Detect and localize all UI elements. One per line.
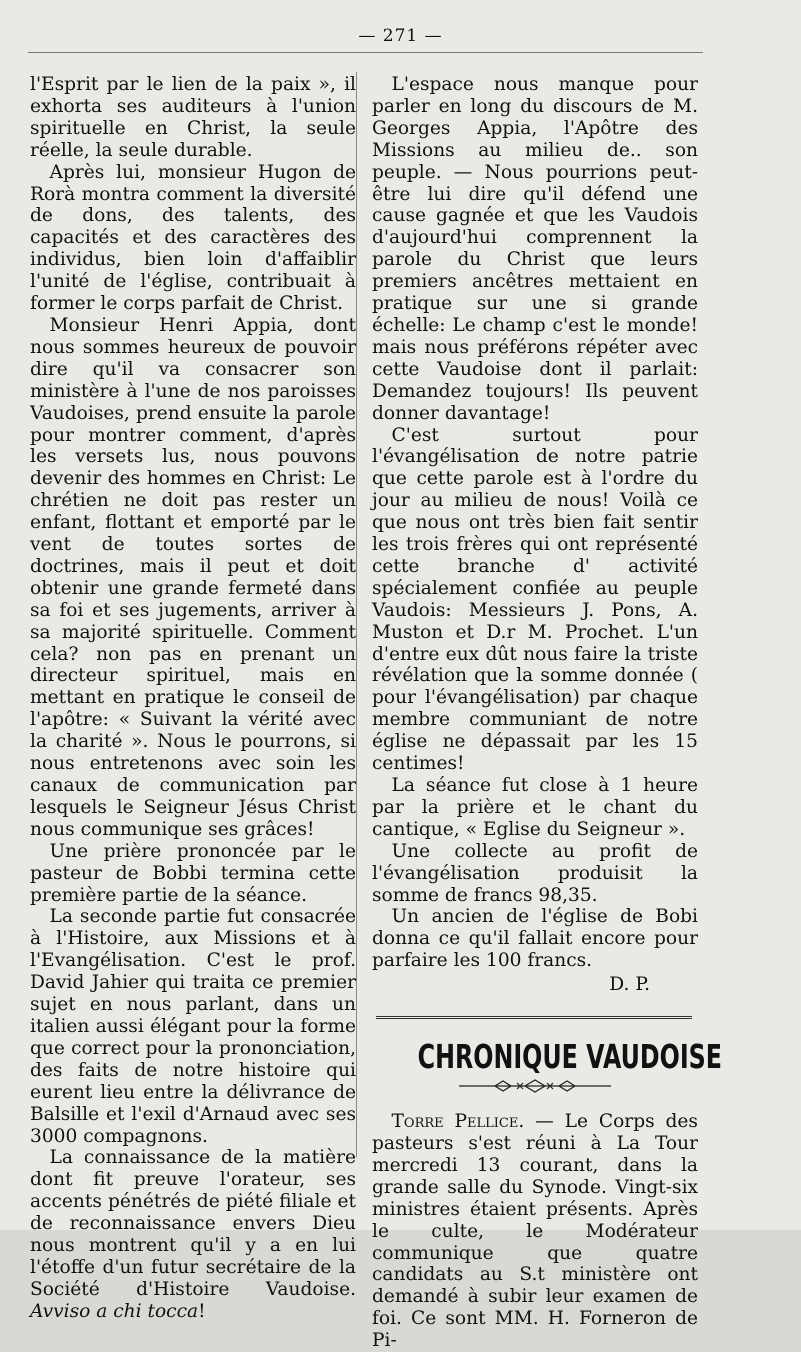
paragraph-end: ! [198, 1300, 206, 1322]
signature: D. P. [609, 974, 650, 996]
page-number: — 271 — [358, 26, 443, 46]
paragraph: l'Esprit par le lien de la paix », il exhorta ses auditeurs à l'union spirituelle en Christ, la seule réelle, la seule durable. [30, 74, 356, 161]
paragraph-last [30, 1147, 356, 1322]
chronique-text: — Le Corps des pasteurs s'est réuni à La Tour mercredi 13 courant, dans la grande salle du Synode. Vingt-six ministres étaient présents. Après le culte, le Modérateur communique que quatre candidats au S.t ministère ont demandé à subir leur examen de foi. Ce sont MM. H. Forneron de Pi- [372, 1111, 698, 1352]
paragraph: La seconde partie fut consacrée à l'Histoire, aux Missions et à l'Evangélisation. C'est le prof. David Jahier qui traita ce premier sujet en nous parlant, dans un italien aussi élégant pour la forme que correct pour la prononciation, des faits de notre histoire qui eurent lieu entre la délivrance de Balsille et l'exil d'Arnaud avec ses 3000 compagnons. [30, 906, 356, 1147]
chronique-paragraph [372, 1111, 698, 1352]
paragraph: Monsieur Henri Appia, dont nous sommes heureux de pouvoir dire qu'il va consacrer son ministère à l'une de nos paroisses Vaudoises, prend ensuite la parole pour montrer comment, d'après les versets lus, nous pouvons devenir des hommes en Christ: Le chrétien ne doit pas rester un enfant, flottant et emporté par le vent de toutes sortes de doctrines, mais il peut et doit obtenir une grande fermeté dans sa foi et ses jugements, arriver à sa majorité spirituelle. Comment cela? non pas en prenant un directeur spirituel, mais en mettant en pratique le conseil de l'apôtre: « Suivant la vérité avec la charité ». Nous le pourrons, si nous entretenons avec soin les canaux de communication par lesquels le Seigneur Jésus Christ nous communique ses grâces! [30, 314, 356, 840]
paragraph: La séance fut close à 1 heure par la prière et le chant du cantique, « Eglise du Seigneur ». [372, 775, 698, 840]
section-title: CHRONIQUE VAUDOISE [417, 1037, 723, 1077]
left-column [30, 74, 356, 1323]
paragraph: Une collecte au profit de l'évangélisation produisit la somme de francs 98,35. [372, 840, 698, 906]
italic-phrase: Avviso a chi tocca [30, 1300, 199, 1322]
right-column [372, 74, 723, 1352]
paragraph: Un ancien de l'église de Bobi donna ce qu'il fallait encore pour parfaire les 100 francs. [372, 906, 698, 972]
section-rule [376, 1016, 692, 1019]
column-separator [356, 72, 357, 1157]
place-name: Torre Pellice. [391, 1111, 525, 1133]
paragraph: L'espace nous manque pour parler en long du discours de M. Georges Appia, l'Apôtre des Missions au milieu de.. son peuple. — Nous pourrions peut-être lui dire qu'il défend une cause gagnée et que les Vaudois d'aujourd'hui comprennent la parole du Christ que leurs premiers ancêtres mettaient en pratique sur une si grande échelle: Le champ c'est le monde! mais nous préférons répéter avec cette Vaudoise dont il parlait: Demandez toujours! Ils peuvent donner davantage! [372, 74, 698, 424]
header-rule [28, 52, 703, 53]
ornament-icon [455, 1079, 615, 1093]
paragraph: Une prière prononcée par le pasteur de Bobbi termina cette première partie de la séance. [30, 840, 356, 906]
paragraph-text: La connaissance de la matière dont fit preuve l'orateur, ses accents pénétrés de piété filiale et de reconnaissance envers Dieu nous montrent qu'il y a en lui l'étoffe d'un futur secrétaire de la Société d'Histoire Vaudoise. [30, 1147, 356, 1300]
paragraph: C'est surtout pour l'évangélisation de notre patrie que cette parole est à l'ordre du jour au milieu de nous! Voilà ce que nous ont très bien fait sentir les trois frères qui ont représenté cette branche d' activité spécialement confiée au peuple Vaudois: Messieurs J. Pons, A. Muston et D.r M. Prochet. L'un d'entre eux dût nous faire la triste révélation que la somme donnée ( pour l'évangélisation) par chaque membre communiant de notre église ne dépassait par les 15 centimes! [372, 424, 698, 775]
paragraph: Après lui, monsieur Hugon de Rorà montra comment la diversité de dons, des talents, des capacités et des caractères des individus, bien loin d'affaiblir l'unité de l'église, contribuait à former le corps parfait de Christ. [30, 161, 356, 315]
